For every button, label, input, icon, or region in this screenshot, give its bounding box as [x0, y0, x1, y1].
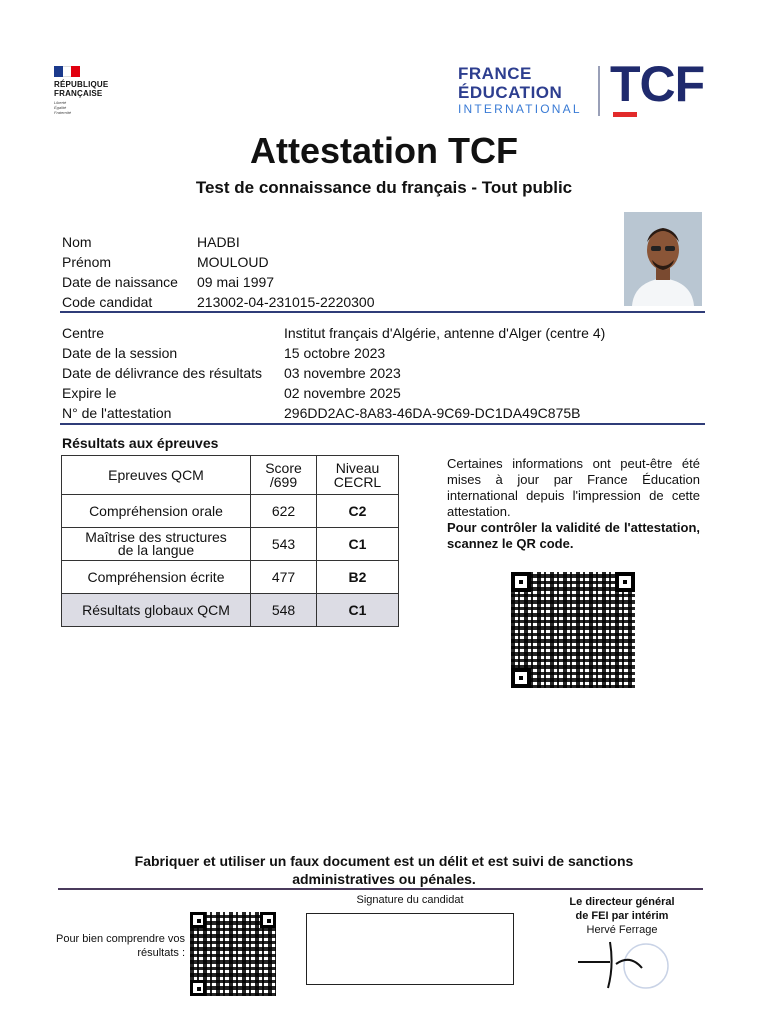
- table-header-row: [62, 456, 398, 495]
- qr-results-label: Pour bien comprendre vos résultats :: [55, 933, 185, 959]
- info-text: Certaines informations ont peut-être été mises à jour par France Éducation international depuis l'impression de cette attestation.: [447, 456, 700, 519]
- devise-liberte: Liberté: [54, 100, 67, 105]
- qr-finder-pattern: [190, 912, 206, 928]
- label-numero-attestation: N° de l'attestation: [62, 405, 172, 421]
- director-signature: [570, 936, 680, 992]
- candidate-labels: [62, 232, 178, 312]
- session-values: [284, 323, 605, 423]
- fei-line-3: INTERNATIONAL: [458, 102, 582, 116]
- value-date-delivrance: 03 novembre 2023: [284, 365, 401, 381]
- header-score: [251, 456, 317, 494]
- value-date-naissance: 09 mai 1997: [197, 274, 275, 290]
- value-numero-attestation: 296DD2AC-8A83-46DA-9C69-DC1DA49C875B: [284, 405, 581, 421]
- cell-epreuve: Compréhension écrite: [62, 561, 251, 593]
- qr-finder-pattern: [511, 572, 531, 592]
- label-expire: Expire le: [62, 385, 117, 401]
- table-row: [62, 528, 398, 561]
- session-labels: [62, 323, 262, 423]
- label-date-delivrance: Date de délivrance des résultats: [62, 365, 262, 381]
- cell-score: 543: [251, 528, 317, 560]
- france-education-international-logo: [458, 64, 593, 117]
- cell-epreuve: Compréhension orale: [62, 495, 251, 527]
- legal-warning-text: Fabriquer et utiliser un faux document est un délit et est suivi de sanctions administratives ou pénales.: [134, 853, 634, 887]
- table-row: [62, 561, 398, 594]
- results-title: Résultats aux épreuves: [62, 435, 219, 451]
- header-score-text: Score /699: [265, 460, 302, 490]
- label-centre: Centre: [62, 325, 105, 341]
- table-row: [62, 495, 398, 528]
- value-code-candidat: 213002-04-231015-2220300: [197, 294, 375, 310]
- tcf-logo-red-bar: [613, 112, 637, 117]
- republique-name: [54, 80, 134, 98]
- director-name: Hervé Ferrage: [586, 924, 658, 936]
- cell-niveau: B2: [348, 569, 367, 585]
- flag-blue: [54, 66, 63, 77]
- legal-warning: [0, 852, 768, 888]
- candidate-photo-image: [624, 212, 702, 306]
- logo-separator: [598, 66, 600, 116]
- header-niveau: [317, 456, 398, 494]
- label-code-candidat: Code candidat: [62, 294, 153, 310]
- info-bold-text: Pour contrôler la validité de l'attestation, scannez le QR code.: [447, 520, 700, 551]
- qr-finder-pattern: [511, 668, 531, 688]
- label-nom: Nom: [62, 234, 92, 250]
- cell-score: 622: [251, 495, 317, 527]
- value-prenom: MOULOUD: [197, 254, 269, 270]
- devise-egalite: Égalité: [54, 105, 67, 110]
- fei-line-1: FRANCE: [458, 64, 532, 83]
- flag-white: [63, 66, 72, 77]
- cell-niveau: C1: [348, 536, 367, 552]
- value-nom: HADBI: [197, 234, 240, 250]
- french-flag-icon: [54, 66, 80, 77]
- signature-label: Signature du candidat: [356, 894, 464, 906]
- label-prenom: Prénom: [62, 254, 112, 270]
- verification-qr-code[interactable]: [511, 572, 635, 688]
- qr-finder-pattern: [190, 980, 206, 996]
- flag-red: [71, 66, 80, 77]
- republique-line-2: FRANÇAISE: [54, 89, 103, 98]
- director-block: [552, 895, 692, 937]
- divider-line: [60, 423, 705, 425]
- director-title-1: Le directeur général: [569, 896, 675, 908]
- results-qr-code[interactable]: [190, 912, 276, 996]
- value-expire: 02 novembre 2025: [284, 385, 401, 401]
- results-table: [61, 455, 399, 627]
- qr-finder-pattern: [615, 572, 635, 592]
- document-subtitle: Test de connaissance du français - Tout public: [195, 178, 573, 197]
- republique-line-1: RÉPUBLIQUE: [54, 80, 109, 89]
- signature-box: [306, 913, 514, 985]
- divider-line: [60, 311, 705, 313]
- director-title-2: de FEI par intérim: [575, 910, 669, 922]
- cell-score: 548: [251, 594, 317, 626]
- qr-finder-pattern: [260, 912, 276, 928]
- cell-epreuve: [62, 528, 251, 560]
- tcf-logo: TCF: [610, 56, 705, 112]
- republique-francaise-logo: [54, 66, 134, 115]
- candidate-photo: [624, 212, 702, 306]
- cell-score: 477: [251, 561, 317, 593]
- cell-epreuve-text: Maîtrise des structures de la langue: [85, 529, 227, 558]
- devise-fraternite: Fraternité: [54, 110, 72, 115]
- header-niveau-text: Niveau CECRL: [333, 460, 382, 490]
- value-centre: Institut français d'Algérie, antenne d'Alger (centre 4): [284, 325, 606, 341]
- label-date-naissance: Date de naissance: [62, 274, 178, 290]
- value-date-session: 15 octobre 2023: [284, 345, 386, 361]
- cell-niveau: C1: [348, 602, 367, 618]
- header-epreuves: Epreuves QCM: [62, 456, 251, 494]
- document-title: Attestation TCF: [250, 130, 518, 171]
- cell-niveau: C2: [348, 503, 367, 519]
- republique-devise: [54, 100, 134, 115]
- info-paragraph: [447, 456, 700, 552]
- divider-line: [58, 888, 703, 890]
- cell-epreuve: Résultats globaux QCM: [62, 594, 251, 626]
- candidate-values: [197, 232, 375, 312]
- table-row-total: [62, 594, 398, 626]
- label-date-session: Date de la session: [62, 345, 178, 361]
- fei-line-2: ÉDUCATION: [458, 83, 563, 102]
